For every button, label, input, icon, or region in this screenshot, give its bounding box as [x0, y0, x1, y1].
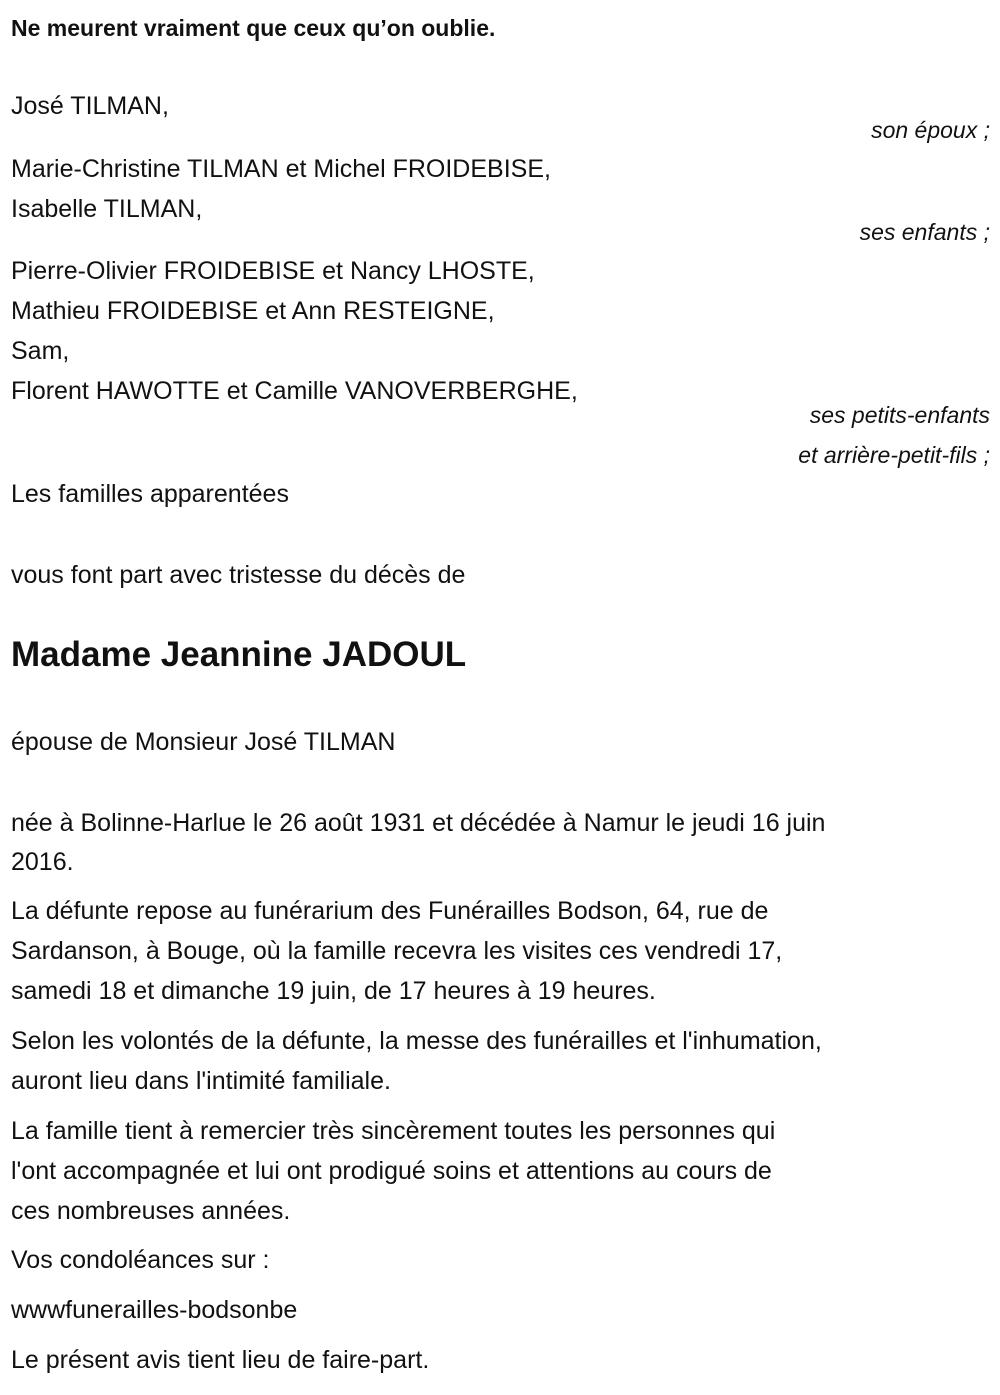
spouse-role: son époux ;: [871, 117, 990, 143]
funeral-line: Selon les volontés de la défunte, la messe des funérailles et l'inhumation,: [11, 1027, 822, 1055]
announcement-line: vous font part avec tristesse du décès de: [11, 561, 466, 589]
grandchild-name: Mathieu FROIDEBISE et Ann RESTEIGNE,: [11, 297, 495, 325]
birth-death-line: née à Bolinne-Harlue le 26 août 1931 et décédée à Namur le jeudi 16 juin: [11, 809, 826, 837]
closing-note: Le présent avis tient lieu de faire-part.: [11, 1346, 430, 1374]
visitation-line: Sardanson, à Bouge, où la famille recevra les visites ces vendredi 17,: [11, 937, 783, 965]
relatives-line: Les familles apparentées: [11, 480, 289, 508]
spouse-line: épouse de Monsieur José TILMAN: [11, 728, 396, 756]
deceased-name: Madame Jeannine JADOUL: [11, 635, 467, 674]
child-name: Isabelle TILMAN,: [11, 195, 203, 223]
thanks-line: l'ont accompagnée et lui ont prodigué soins et attentions au cours de: [11, 1157, 772, 1185]
funeral-line: auront lieu dans l'intimité familiale.: [11, 1067, 391, 1095]
child-name: Marie-Christine TILMAN et Michel FROIDEBISE,: [11, 155, 551, 183]
visitation-line: La défunte repose au funérarium des Funérailles Bodson, 64, rue de: [11, 897, 769, 925]
grandchild-name: Sam,: [11, 337, 70, 365]
visitation-line: samedi 18 et dimanche 19 juin, de 17 heures à 19 heures.: [11, 977, 656, 1005]
great-grandchild-role: et arrière-petit-fils ;: [798, 442, 990, 468]
grandchildren-role: ses petits-enfants: [809, 402, 990, 428]
grandchild-name: Florent HAWOTTE et Camille VANOVERBERGHE,: [11, 377, 578, 405]
birth-death-line: 2016.: [11, 848, 74, 876]
quote-heading: Ne meurent vraiment que ceux qu’on oublie.: [11, 15, 496, 41]
thanks-line: La famille tient à remercier très sincèrement toutes les personnes qui: [11, 1117, 776, 1145]
condolences-website: wwwfunerailles-bodsonbe: [11, 1296, 298, 1324]
spouse-name: José TILMAN,: [11, 92, 169, 120]
condolences-label: Vos condoléances sur :: [11, 1246, 270, 1274]
thanks-line: ces nombreuses années.: [11, 1197, 291, 1225]
grandchild-name: Pierre-Olivier FROIDEBISE et Nancy LHOSTE,: [11, 257, 535, 285]
children-role: ses enfants ;: [859, 219, 990, 245]
